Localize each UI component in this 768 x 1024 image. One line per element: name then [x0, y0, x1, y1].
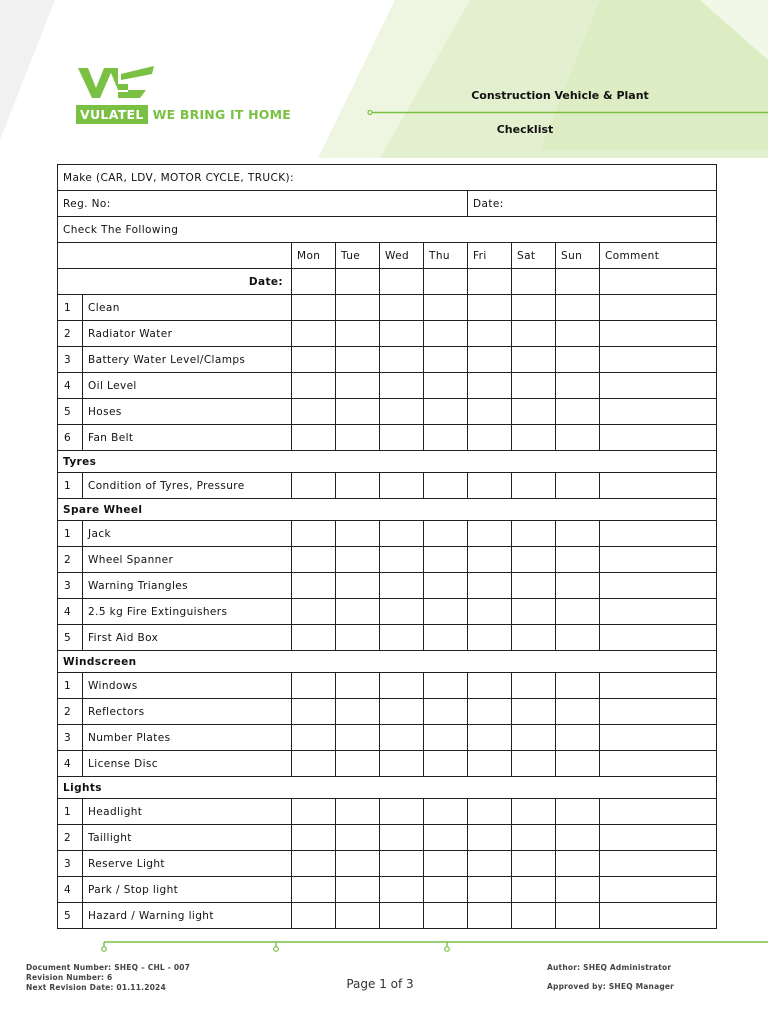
check-cell-comment[interactable] — [600, 799, 717, 825]
check-cell-sun[interactable] — [556, 877, 600, 903]
check-cell-sun[interactable] — [556, 751, 600, 777]
check-cell-sun[interactable] — [556, 321, 600, 347]
item-number: 1 — [58, 673, 83, 699]
check-cell-comment[interactable] — [600, 599, 717, 625]
check-cell-thu[interactable] — [424, 725, 468, 751]
checklist-item-row — [58, 321, 717, 347]
footer-document-info — [26, 963, 190, 993]
footer-divider-line — [100, 939, 768, 953]
check-cell-wed[interactable] — [380, 373, 424, 399]
check-cell-wed[interactable] — [380, 673, 424, 699]
item-number: 1 — [58, 521, 83, 547]
checklist-item-row — [58, 903, 717, 929]
check-cell-thu[interactable] — [424, 473, 468, 499]
reg-number-field[interactable]: Reg. No: — [58, 191, 468, 217]
check-cell-mon[interactable] — [292, 473, 336, 499]
check-cell-comment[interactable] — [600, 547, 717, 573]
check-cell-comment[interactable] — [600, 425, 717, 451]
check-following-row — [58, 217, 717, 243]
check-cell-fri[interactable] — [468, 295, 512, 321]
check-cell-thu[interactable] — [424, 877, 468, 903]
date-cell-wed[interactable] — [380, 269, 424, 295]
check-cell-wed[interactable] — [380, 599, 424, 625]
footer-revision-number: Revision Number: 6 — [26, 973, 113, 982]
document-subtitle: Checklist — [496, 123, 554, 136]
checklist-item-row — [58, 473, 717, 499]
check-cell-sun[interactable] — [556, 473, 600, 499]
section-title: Spare Wheel — [58, 499, 717, 521]
col-header-mon: Mon — [292, 243, 336, 269]
item-label: Windows — [83, 673, 292, 699]
item-number: 2 — [58, 699, 83, 725]
check-cell-sat[interactable] — [512, 877, 556, 903]
check-cell-tue[interactable] — [336, 399, 380, 425]
check-cell-sat[interactable] — [512, 725, 556, 751]
check-cell-tue[interactable] — [336, 673, 380, 699]
check-cell-fri[interactable] — [468, 673, 512, 699]
footer-next-revision: Next Revision Date: 01.11.2024 — [26, 983, 166, 992]
check-cell-mon[interactable] — [292, 373, 336, 399]
check-cell-fri[interactable] — [468, 725, 512, 751]
item-label: Fan Belt — [83, 425, 292, 451]
check-cell-tue[interactable] — [336, 373, 380, 399]
check-cell-sat[interactable] — [512, 825, 556, 851]
check-cell-wed[interactable] — [380, 347, 424, 373]
check-cell-wed[interactable] — [380, 521, 424, 547]
section-title: Windscreen — [58, 651, 717, 673]
check-cell-sun[interactable] — [556, 399, 600, 425]
make-row — [58, 165, 717, 191]
check-cell-tue[interactable] — [336, 903, 380, 929]
check-cell-tue[interactable] — [336, 321, 380, 347]
check-cell-mon[interactable] — [292, 751, 336, 777]
check-cell-tue[interactable] — [336, 725, 380, 751]
check-cell-mon[interactable] — [292, 799, 336, 825]
date-cell-sat[interactable] — [512, 269, 556, 295]
check-cell-sat[interactable] — [512, 699, 556, 725]
check-cell-comment[interactable] — [600, 877, 717, 903]
check-cell-comment[interactable] — [600, 473, 717, 499]
checklist-item-row — [58, 851, 717, 877]
check-cell-sat[interactable] — [512, 373, 556, 399]
check-cell-wed[interactable] — [380, 699, 424, 725]
make-field[interactable]: Make (CAR, LDV, MOTOR CYCLE, TRUCK): — [58, 165, 717, 191]
logo-brand-name: VULATEL — [76, 105, 148, 124]
check-cell-fri[interactable] — [468, 625, 512, 651]
check-cell-wed[interactable] — [380, 321, 424, 347]
check-cell-sat[interactable] — [512, 751, 556, 777]
check-cell-comment[interactable] — [600, 699, 717, 725]
item-number: 1 — [58, 473, 83, 499]
check-cell-sun[interactable] — [556, 599, 600, 625]
item-number: 1 — [58, 295, 83, 321]
item-label: Warning Triangles — [83, 573, 292, 599]
check-cell-sun[interactable] — [556, 295, 600, 321]
check-cell-mon[interactable] — [292, 825, 336, 851]
checklist-item-row — [58, 547, 717, 573]
check-cell-wed[interactable] — [380, 295, 424, 321]
check-cell-thu[interactable] — [424, 799, 468, 825]
check-cell-sun[interactable] — [556, 521, 600, 547]
footer-approved-by: Approved by: SHEQ Manager — [547, 982, 675, 991]
check-cell-thu[interactable] — [424, 699, 468, 725]
document-title: Construction Vehicle & Plant — [471, 89, 649, 102]
check-cell-comment[interactable] — [600, 725, 717, 751]
check-cell-tue[interactable] — [336, 473, 380, 499]
check-cell-mon[interactable] — [292, 521, 336, 547]
checklist-item-row — [58, 673, 717, 699]
check-cell-thu[interactable] — [424, 573, 468, 599]
check-cell-thu[interactable] — [424, 399, 468, 425]
check-cell-wed[interactable] — [380, 573, 424, 599]
check-cell-thu[interactable] — [424, 673, 468, 699]
item-number: 6 — [58, 425, 83, 451]
date-row-label: Date: — [58, 269, 292, 295]
check-cell-sat[interactable] — [512, 473, 556, 499]
date-cell-fri[interactable] — [468, 269, 512, 295]
check-cell-sat[interactable] — [512, 321, 556, 347]
check-cell-sat[interactable] — [512, 903, 556, 929]
check-cell-comment[interactable] — [600, 625, 717, 651]
check-cell-wed[interactable] — [380, 825, 424, 851]
check-cell-sun[interactable] — [556, 373, 600, 399]
checklist-item-row — [58, 373, 717, 399]
check-cell-sun[interactable] — [556, 547, 600, 573]
check-cell-sat[interactable] — [512, 521, 556, 547]
section-title: Tyres — [58, 451, 717, 473]
col-header-tue: Tue — [336, 243, 380, 269]
checklist-item-row — [58, 751, 717, 777]
check-cell-fri[interactable] — [468, 903, 512, 929]
item-label: Clean — [83, 295, 292, 321]
item-number: 5 — [58, 399, 83, 425]
check-cell-mon[interactable] — [292, 573, 336, 599]
checklist-item-row — [58, 825, 717, 851]
item-number: 4 — [58, 751, 83, 777]
item-label: Park / Stop light — [83, 877, 292, 903]
check-cell-mon[interactable] — [292, 399, 336, 425]
col-header-comment: Comment — [600, 243, 717, 269]
check-cell-sat[interactable] — [512, 599, 556, 625]
check-cell-fri[interactable] — [468, 373, 512, 399]
check-cell-sun[interactable] — [556, 573, 600, 599]
check-cell-thu[interactable] — [424, 295, 468, 321]
check-cell-thu[interactable] — [424, 599, 468, 625]
reg-row — [58, 191, 717, 217]
check-cell-fri[interactable] — [468, 825, 512, 851]
check-cell-thu[interactable] — [424, 321, 468, 347]
item-number: 3 — [58, 725, 83, 751]
item-number: 5 — [58, 903, 83, 929]
item-label: Reserve Light — [83, 851, 292, 877]
item-number: 2 — [58, 825, 83, 851]
check-cell-sun[interactable] — [556, 799, 600, 825]
check-cell-comment[interactable] — [600, 399, 717, 425]
check-cell-comment[interactable] — [600, 295, 717, 321]
check-cell-comment[interactable] — [600, 373, 717, 399]
check-cell-sat[interactable] — [512, 399, 556, 425]
check-cell-sun[interactable] — [556, 699, 600, 725]
check-cell-comment[interactable] — [600, 321, 717, 347]
check-cell-mon[interactable] — [292, 903, 336, 929]
check-cell-fri[interactable] — [468, 699, 512, 725]
item-label: Taillight — [83, 825, 292, 851]
col-header-sun: Sun — [556, 243, 600, 269]
check-cell-sat[interactable] — [512, 625, 556, 651]
check-following-label: Check The Following — [58, 217, 717, 243]
item-label: License Disc — [83, 751, 292, 777]
check-cell-wed[interactable] — [380, 877, 424, 903]
check-cell-fri[interactable] — [468, 799, 512, 825]
col-header-wed: Wed — [380, 243, 424, 269]
checklist-item-row — [58, 599, 717, 625]
check-cell-comment[interactable] — [600, 347, 717, 373]
check-cell-mon[interactable] — [292, 347, 336, 373]
item-label: Condition of Tyres, Pressure — [83, 473, 292, 499]
checklist-table — [57, 164, 717, 929]
logo-tagline: WE BRING IT HOME — [152, 107, 291, 122]
item-label: Battery Water Level/Clamps — [83, 347, 292, 373]
check-cell-thu[interactable] — [424, 825, 468, 851]
check-cell-thu[interactable] — [424, 625, 468, 651]
check-cell-fri[interactable] — [468, 399, 512, 425]
check-cell-comment[interactable] — [600, 903, 717, 929]
date-field[interactable]: Date: — [468, 191, 717, 217]
section-header-row — [58, 451, 717, 473]
item-number: 3 — [58, 573, 83, 599]
item-label: Wheel Spanner — [83, 547, 292, 573]
check-cell-mon[interactable] — [292, 295, 336, 321]
item-label: Headlight — [83, 799, 292, 825]
item-label: First Aid Box — [83, 625, 292, 651]
check-cell-mon[interactable] — [292, 425, 336, 451]
check-cell-wed[interactable] — [380, 473, 424, 499]
check-cell-tue[interactable] — [336, 877, 380, 903]
check-cell-wed[interactable] — [380, 851, 424, 877]
check-cell-wed[interactable] — [380, 425, 424, 451]
footer-doc-number: Document Number: SHEQ – CHL - 007 — [26, 963, 191, 972]
check-cell-comment[interactable] — [600, 521, 717, 547]
check-cell-tue[interactable] — [336, 521, 380, 547]
day-header-row — [58, 243, 717, 269]
check-cell-thu[interactable] — [424, 425, 468, 451]
check-cell-tue[interactable] — [336, 347, 380, 373]
checklist-item-row — [58, 625, 717, 651]
check-cell-tue[interactable] — [336, 825, 380, 851]
check-cell-wed[interactable] — [380, 799, 424, 825]
item-number: 5 — [58, 625, 83, 651]
item-number: 2 — [58, 547, 83, 573]
footer-page-number: Page 1 of 3 — [346, 977, 414, 991]
check-cell-mon[interactable] — [292, 673, 336, 699]
footer-approval-info — [547, 963, 674, 992]
checklist-item-row — [58, 699, 717, 725]
check-cell-mon[interactable] — [292, 625, 336, 651]
check-cell-tue[interactable] — [336, 851, 380, 877]
check-cell-sun[interactable] — [556, 903, 600, 929]
date-cell-comment[interactable] — [600, 269, 717, 295]
check-cell-sun[interactable] — [556, 625, 600, 651]
item-label: Radiator Water — [83, 321, 292, 347]
check-cell-wed[interactable] — [380, 903, 424, 929]
section-header-row — [58, 499, 717, 521]
check-cell-comment[interactable] — [600, 573, 717, 599]
check-cell-thu[interactable] — [424, 373, 468, 399]
date-cell-tue[interactable] — [336, 269, 380, 295]
check-cell-fri[interactable] — [468, 473, 512, 499]
check-cell-comment[interactable] — [600, 751, 717, 777]
check-cell-sun[interactable] — [556, 673, 600, 699]
check-cell-wed[interactable] — [380, 751, 424, 777]
check-cell-tue[interactable] — [336, 547, 380, 573]
check-cell-thu[interactable] — [424, 547, 468, 573]
checklist-item-row — [58, 347, 717, 373]
check-cell-tue[interactable] — [336, 599, 380, 625]
check-cell-thu[interactable] — [424, 751, 468, 777]
check-cell-mon[interactable] — [292, 851, 336, 877]
check-cell-mon[interactable] — [292, 725, 336, 751]
item-label: Number Plates — [83, 725, 292, 751]
item-label: Hazard / Warning light — [83, 903, 292, 929]
check-cell-fri[interactable] — [468, 599, 512, 625]
check-cell-mon[interactable] — [292, 699, 336, 725]
item-number: 4 — [58, 599, 83, 625]
item-number: 4 — [58, 877, 83, 903]
check-cell-fri[interactable] — [468, 547, 512, 573]
check-cell-tue[interactable] — [336, 295, 380, 321]
section-title: Lights — [58, 777, 717, 799]
check-cell-sat[interactable] — [512, 673, 556, 699]
check-cell-tue[interactable] — [336, 573, 380, 599]
check-cell-thu[interactable] — [424, 851, 468, 877]
check-cell-tue[interactable] — [336, 699, 380, 725]
date-cell-thu[interactable] — [424, 269, 468, 295]
date-cell-sun[interactable] — [556, 269, 600, 295]
col-header-fri: Fri — [468, 243, 512, 269]
date-row — [58, 269, 717, 295]
check-cell-sun[interactable] — [556, 725, 600, 751]
check-cell-sat[interactable] — [512, 547, 556, 573]
item-label: Hoses — [83, 399, 292, 425]
check-cell-sat[interactable] — [512, 573, 556, 599]
check-cell-fri[interactable] — [468, 347, 512, 373]
check-cell-fri[interactable] — [468, 425, 512, 451]
checklist-item-row — [58, 725, 717, 751]
check-cell-fri[interactable] — [468, 751, 512, 777]
check-cell-mon[interactable] — [292, 877, 336, 903]
check-cell-tue[interactable] — [336, 751, 380, 777]
item-number: 4 — [58, 373, 83, 399]
check-cell-sat[interactable] — [512, 347, 556, 373]
section-header-row — [58, 777, 717, 799]
check-cell-wed[interactable] — [380, 725, 424, 751]
checklist-item-row — [58, 799, 717, 825]
check-cell-wed[interactable] — [380, 547, 424, 573]
item-number: 3 — [58, 347, 83, 373]
check-cell-wed[interactable] — [380, 399, 424, 425]
check-cell-mon[interactable] — [292, 321, 336, 347]
check-cell-tue[interactable] — [336, 799, 380, 825]
checklist-item-row — [58, 573, 717, 599]
check-cell-thu[interactable] — [424, 903, 468, 929]
check-cell-fri[interactable] — [468, 521, 512, 547]
check-cell-fri[interactable] — [468, 321, 512, 347]
check-cell-sun[interactable] — [556, 425, 600, 451]
check-cell-sat[interactable] — [512, 425, 556, 451]
check-cell-fri[interactable] — [468, 573, 512, 599]
check-cell-thu[interactable] — [424, 521, 468, 547]
check-cell-tue[interactable] — [336, 625, 380, 651]
check-cell-tue[interactable] — [336, 425, 380, 451]
checklist-item-row — [58, 295, 717, 321]
item-label: Reflectors — [83, 699, 292, 725]
section-header-row — [58, 651, 717, 673]
item-number: 3 — [58, 851, 83, 877]
check-cell-comment[interactable] — [600, 673, 717, 699]
item-number: 1 — [58, 799, 83, 825]
check-cell-comment[interactable] — [600, 851, 717, 877]
check-cell-wed[interactable] — [380, 625, 424, 651]
check-cell-fri[interactable] — [468, 877, 512, 903]
checklist-item-row — [58, 399, 717, 425]
footer-author: Author: SHEQ Administrator — [547, 963, 672, 972]
item-label: 2.5 kg Fire Extinguishers — [83, 599, 292, 625]
header-blank-cell — [58, 243, 292, 269]
checklist-item-row — [58, 877, 717, 903]
check-cell-sun[interactable] — [556, 825, 600, 851]
check-cell-sat[interactable] — [512, 799, 556, 825]
check-cell-sun[interactable] — [556, 851, 600, 877]
check-cell-comment[interactable] — [600, 825, 717, 851]
date-cell-mon[interactable] — [292, 269, 336, 295]
col-header-thu: Thu — [424, 243, 468, 269]
header-divider-line — [367, 110, 768, 115]
check-cell-sun[interactable] — [556, 347, 600, 373]
checklist-item-row — [58, 521, 717, 547]
item-label: Jack — [83, 521, 292, 547]
check-cell-fri[interactable] — [468, 851, 512, 877]
logo-vt-mark — [76, 62, 156, 102]
item-number: 2 — [58, 321, 83, 347]
check-cell-mon[interactable] — [292, 599, 336, 625]
check-cell-thu[interactable] — [424, 347, 468, 373]
check-cell-sat[interactable] — [512, 851, 556, 877]
checklist-item-row — [58, 425, 717, 451]
col-header-sat: Sat — [512, 243, 556, 269]
check-cell-sat[interactable] — [512, 295, 556, 321]
item-label: Oil Level — [83, 373, 292, 399]
check-cell-mon[interactable] — [292, 547, 336, 573]
